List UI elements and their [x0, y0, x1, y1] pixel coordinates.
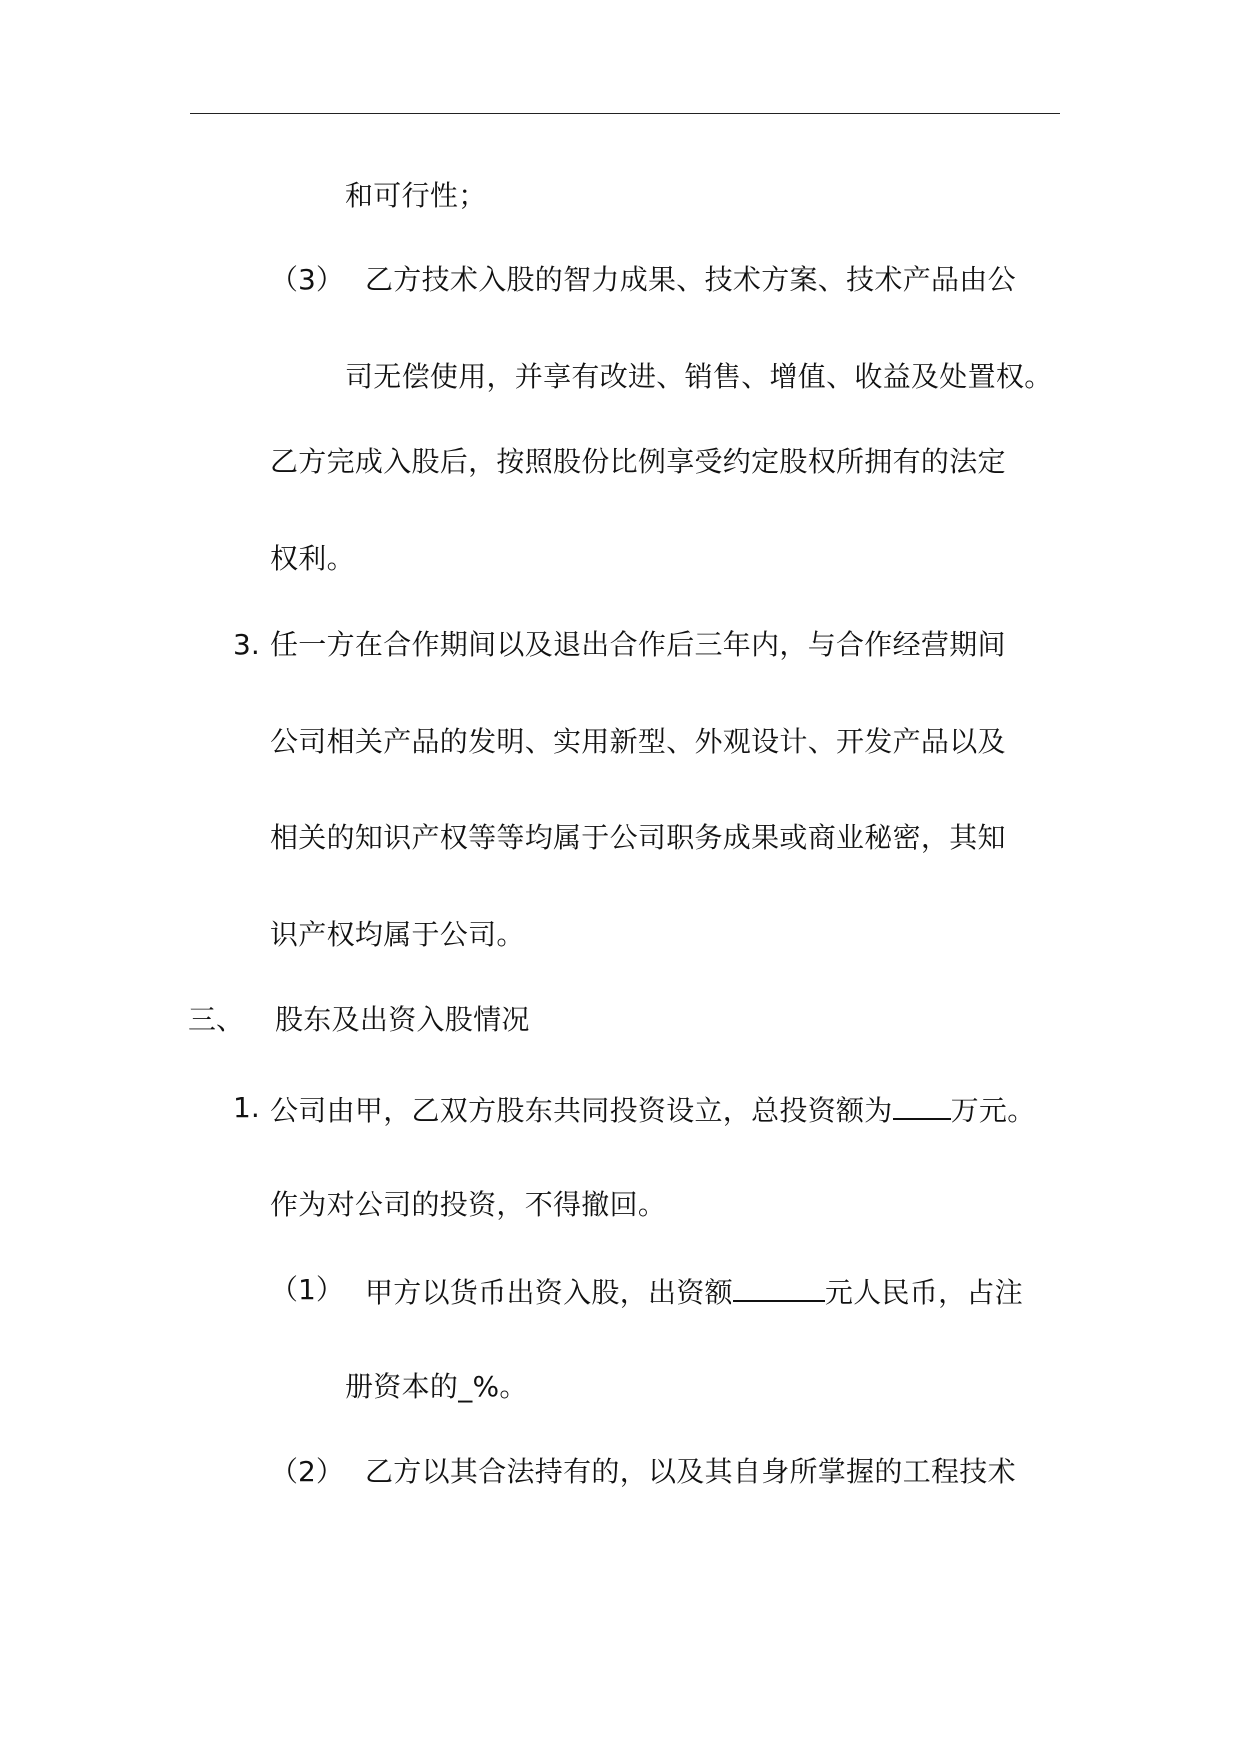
sub-item-1-line-1-text-a: 甲方以货币出资入股，出资额 — [365, 1276, 733, 1309]
capital-amount-blank — [733, 1272, 825, 1302]
paragraph-a-line-2: 权利。 — [270, 542, 355, 575]
sub-item-2-marker: （2） — [270, 1455, 344, 1488]
sub-item-1-marker: （1） — [270, 1273, 344, 1306]
sub-item-1-line-2: 册资本的_%。 — [345, 1370, 528, 1403]
clause-3-line-1: 任一方在合作期间以及退出合作后三年内，与合作经营期间 — [270, 628, 1006, 661]
section-3-marker: 三、 — [188, 1003, 245, 1036]
clause-1-line-1-text-b: 万元。 — [950, 1094, 1036, 1127]
item-3-marker: （3） — [270, 263, 344, 296]
clause-1-line-2: 作为对公司的投资，不得撤回。 — [270, 1188, 667, 1221]
clause-3-line-3: 相关的知识产权等等均属于公司职务成果或商业秘密，其知 — [270, 821, 1006, 854]
header-rule — [190, 113, 1060, 114]
sub-item-2-line-1: 乙方以其合法持有的，以及其自身所掌握的工程技术 — [365, 1455, 1016, 1488]
item-3-line-1: 乙方技术入股的智力成果、技术方案、技术产品由公 — [365, 263, 1016, 296]
item-3-line-2: 司无偿使用，并享有改进、销售、增值、收益及处置权。 — [345, 360, 1053, 393]
clause-1-marker: 1. — [233, 1091, 260, 1124]
paragraph-a-line-1: 乙方完成入股后，按照股份比例享受约定股权所拥有的法定 — [270, 445, 1006, 478]
paragraph-continuation: 和可行性； — [345, 179, 487, 212]
clause-1-line-1 — [270, 1090, 1036, 1129]
clause-3-line-4: 识产权均属于公司。 — [270, 918, 525, 951]
sub-item-1-line-1 — [365, 1272, 1023, 1311]
sub-item-1-line-1-text-b: 元人民币，占注 — [824, 1276, 1024, 1309]
investment-amount-blank — [893, 1090, 951, 1120]
clause-3-line-2: 公司相关产品的发明、实用新型、外观设计、开发产品以及 — [270, 725, 1006, 758]
clause-3-marker: 3. — [233, 628, 260, 661]
clause-1-line-1-text-a: 公司由甲，乙双方股东共同投资设立，总投资额为 — [270, 1094, 893, 1127]
section-3-title: 股东及出资入股情况 — [275, 1003, 530, 1036]
